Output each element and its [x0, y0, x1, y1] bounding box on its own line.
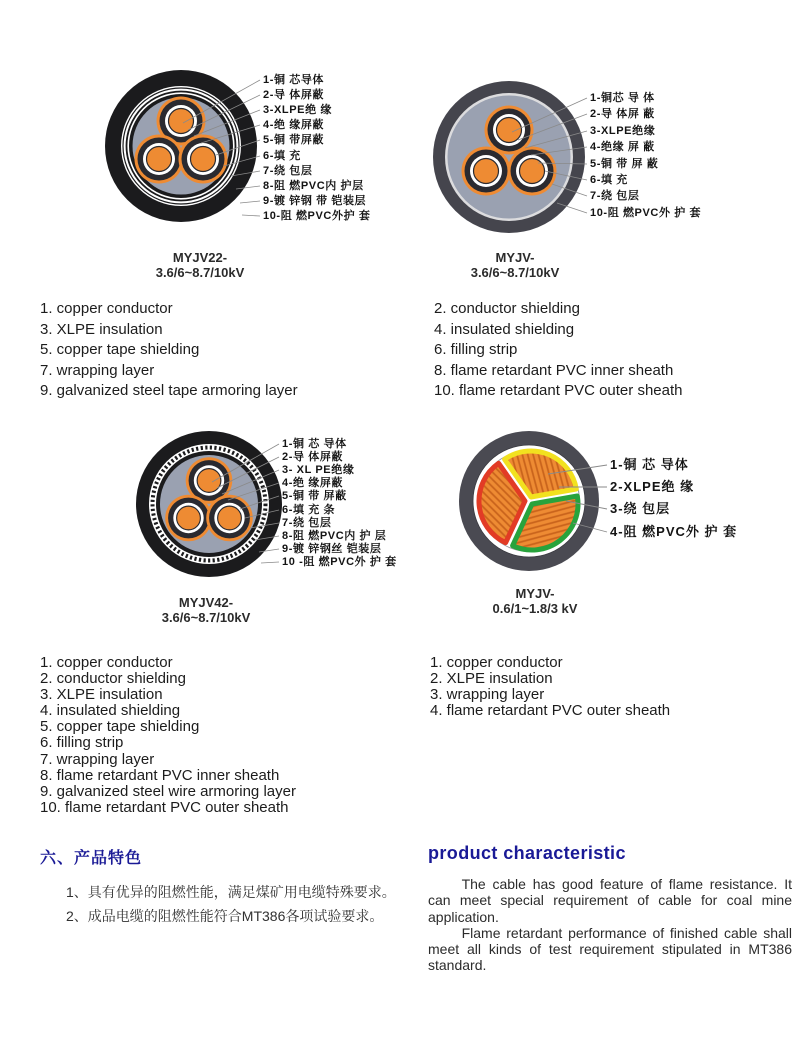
- layer-label: 7-绕 包层: [590, 190, 640, 202]
- model-voltage: 3.6/6~8.7/10kV: [155, 265, 245, 280]
- component-item: 5. copper tape shielding: [40, 341, 200, 358]
- features-text-en: [428, 876, 792, 974]
- model-caption: [96, 595, 316, 625]
- model-name: MYJV-: [515, 586, 555, 601]
- layer-label: 5-铜 带屏蔽: [263, 134, 325, 146]
- cable-diagram-myjv22: [30, 62, 430, 292]
- cable-cross-section-myjv22: [105, 70, 257, 222]
- cable-diagram-myjv-10kv: [430, 62, 795, 292]
- layer-label: 2-XLPE绝 缘: [610, 479, 695, 494]
- component-item: 1. copper conductor: [40, 654, 173, 671]
- component-item: 5. copper tape shielding: [40, 718, 200, 736]
- layer-label: 8-阻 燃PVC内 护 层: [282, 530, 387, 542]
- layer-label: 3- XL PE绝缘: [282, 464, 355, 476]
- cable-cross-section-myjv-3kv: [459, 431, 599, 571]
- component-item: 7. wrapping layer: [40, 361, 155, 379]
- layer-label: 1-铜 芯导体: [263, 74, 325, 86]
- layer-label: 1-铜 芯 导体: [282, 438, 347, 450]
- component-item: 3. XLPE insulation: [40, 686, 163, 704]
- cable-cross-section-myjv-10kv: [433, 81, 585, 233]
- component-item: 10. flame retardant PVC outer sheath: [434, 382, 683, 399]
- model-voltage: 0.6/1~1.8/3 kV: [492, 601, 578, 616]
- layer-label: 10 -阻 燃PVC外 护 套: [282, 556, 397, 568]
- component-item: 2. conductor shielding: [40, 670, 186, 688]
- component-item: 10. flame retardant PVC outer sheath: [40, 798, 289, 816]
- component-list-even: [434, 299, 682, 402]
- feature-item-cn: 2、成品电缆的阻燃性能符合MT386各项试验要求。: [66, 908, 384, 924]
- layer-label: 2-导 体屏蔽: [282, 451, 344, 463]
- layer-label: 7-绕 包层: [282, 517, 332, 529]
- layer-label: 4-绝 缘屏蔽: [282, 477, 344, 489]
- component-item: 2. conductor shielding: [434, 300, 580, 317]
- model-name: MYJV22-: [172, 250, 228, 265]
- layer-label: 2-导 体屏蔽: [263, 89, 325, 101]
- component-item: 3. XLPE insulation: [40, 320, 163, 338]
- layer-label: 3-XLPE绝缘: [590, 125, 656, 137]
- layer-label: 4-绝 缘屏蔽: [263, 119, 325, 131]
- model-name: MYJV-: [495, 250, 535, 265]
- feature-paragraph-en: The cable has good feature of flame resistance. It can meet special requirement of cable for coal mine application.: [428, 876, 792, 925]
- layer-label: 3-绕 包层: [610, 501, 671, 516]
- layer-label: 4-绝缘 屏 蔽: [590, 141, 655, 153]
- component-item: 8. flame retardant PVC inner sheath: [434, 361, 674, 379]
- layer-label: 10-阻 燃PVC外护 套: [263, 210, 371, 222]
- model-name: MYJV42-: [178, 595, 234, 610]
- component-item: 4. insulated shielding: [434, 320, 575, 338]
- layer-label: 6-填 充: [263, 150, 301, 162]
- component-item: 1. copper conductor: [430, 654, 563, 671]
- model-caption: [425, 586, 645, 616]
- component-list-odd: [40, 299, 298, 402]
- layer-label: 9-镀 锌钢丝 铠装层: [282, 543, 382, 555]
- model-caption: [405, 250, 625, 280]
- layer-label: 8-阻 燃PVC内 护层: [263, 180, 364, 192]
- component-list-sector: [430, 655, 670, 719]
- layer-label: 7-绕 包层: [263, 165, 313, 177]
- component-item: 4. insulated shielding: [40, 702, 181, 720]
- feature-item-cn: 1、具有优异的阻燃性能，满足煤矿用电缆特殊要求。: [66, 884, 396, 900]
- layer-label: 9-镀 锌钢 带 铠装层: [263, 195, 367, 207]
- features-heading-cn: 六、产品特色: [40, 850, 143, 867]
- model-voltage: 3.6/6~8.7/10kV: [161, 610, 251, 625]
- layer-label: 5-铜 带 屏蔽: [282, 490, 347, 502]
- layer-label: 5-铜 带 屏 蔽: [590, 158, 659, 170]
- model-caption: [90, 250, 310, 280]
- component-list-full: [40, 655, 296, 816]
- component-item: 4. flame retardant PVC outer sheath: [430, 702, 671, 720]
- component-item: 9. galvanized steel wire armoring layer: [40, 782, 296, 800]
- component-item: 1. copper conductor: [40, 300, 173, 317]
- component-item: 9. galvanized steel tape armoring layer: [40, 382, 298, 399]
- component-item: 3. wrapping layer: [430, 686, 545, 704]
- layer-label: 4-阻 燃PVC外 护 套: [610, 524, 738, 539]
- layer-label: 6-填 充 条: [282, 504, 336, 516]
- layer-label: 1-铜 芯 导体: [610, 457, 689, 472]
- component-item: 6. filling strip: [40, 734, 124, 752]
- layer-label: 2-导 体屏 蔽: [590, 108, 655, 120]
- cable-diagram-myjv-3kv: [430, 428, 790, 643]
- component-item: 7. wrapping layer: [40, 750, 155, 768]
- component-item: 6. filling strip: [434, 341, 518, 358]
- layer-label: 1-铜芯 导 体: [590, 92, 655, 104]
- layer-label: 3-XLPE绝 缘: [263, 104, 332, 116]
- component-item: 2. XLPE insulation: [430, 670, 553, 688]
- model-voltage: 3.6/6~8.7/10kV: [470, 265, 560, 280]
- features-list-cn: [66, 880, 396, 928]
- cable-cross-section-myjv42: [136, 431, 282, 577]
- layer-label: 10-阻 燃PVC外 护 套: [590, 207, 702, 219]
- layer-label: 6-填 充: [590, 174, 628, 186]
- component-item: 8. flame retardant PVC inner sheath: [40, 766, 280, 784]
- cable-diagram-myjv42: [40, 428, 400, 643]
- features-heading-en: product characteristic: [428, 843, 626, 863]
- feature-paragraph-en: Flame retardant performance of finished cable shall meet all kinds of test requirement stipulated in MT386 standard.: [428, 924, 792, 974]
